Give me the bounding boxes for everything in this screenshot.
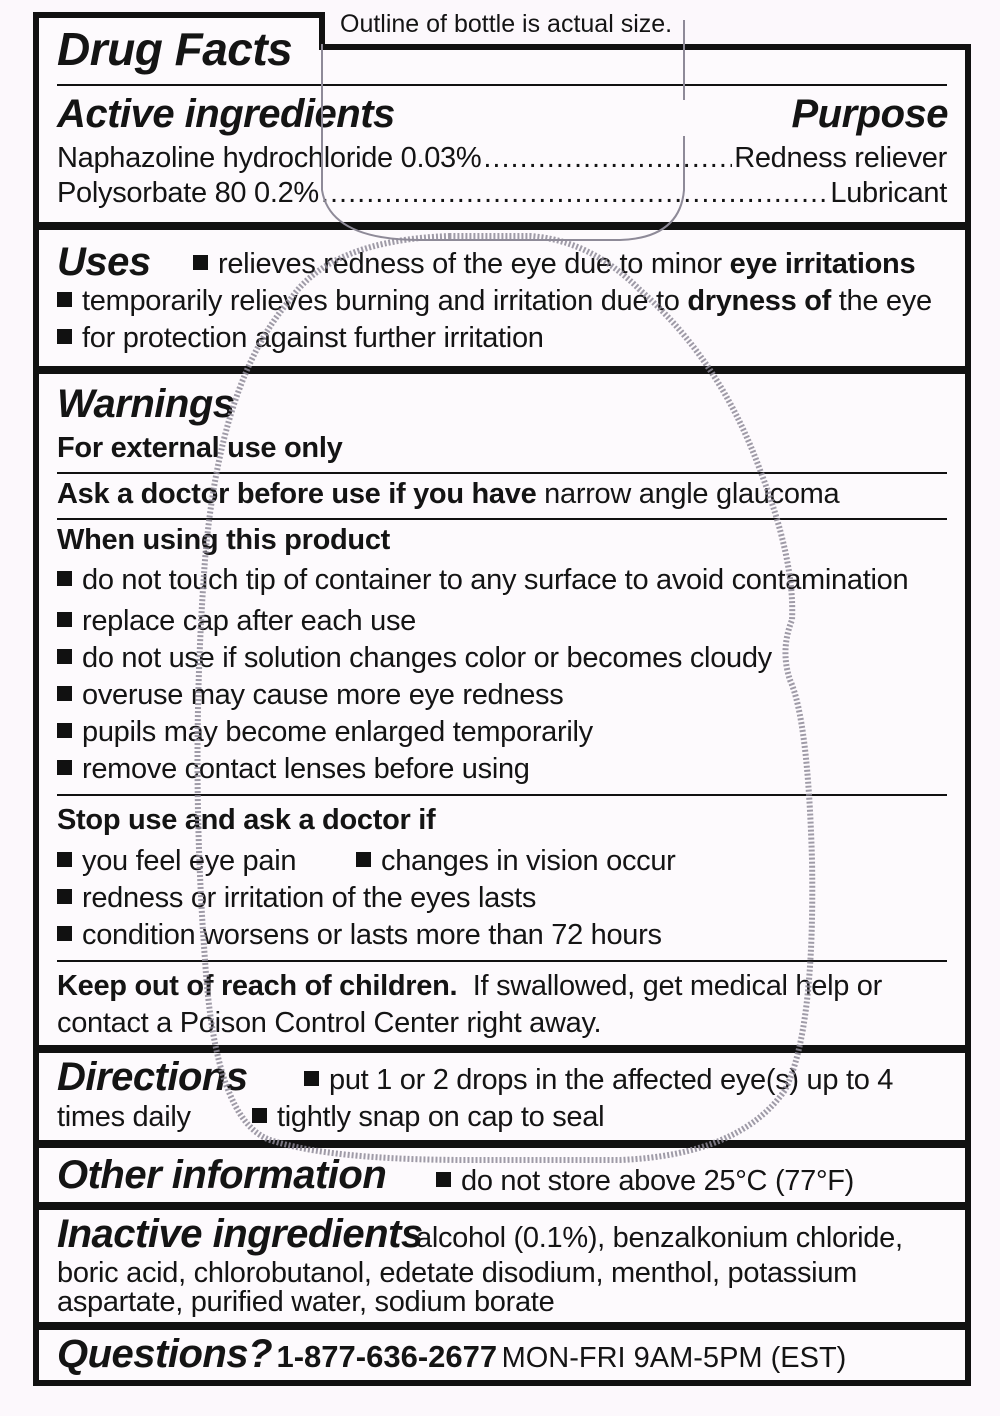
bullet-icon: [57, 612, 72, 627]
when-using-item: [57, 679, 563, 712]
active-row-2: [57, 177, 947, 210]
ask-doctor-bold: Ask a doctor before use if you have: [57, 478, 537, 510]
bullet-icon: [57, 760, 72, 775]
bullet-icon: [57, 649, 72, 664]
keep-out-line-2: contact a Poison Control Center right away.: [57, 1007, 602, 1039]
when-using-item: [57, 605, 416, 638]
stop-use-text: condition worsens or lasts more than 72 hours: [82, 919, 662, 951]
stop-use-text: changes in vision occur: [381, 845, 676, 877]
stop-use-heading: Stop use and ask a doctor if: [57, 804, 436, 836]
bullet-icon: [193, 255, 208, 270]
active-ingredients-heading: Active ingredients: [57, 92, 395, 136]
bullet-icon: [57, 686, 72, 701]
when-using-text: remove contact lenses before using: [82, 753, 530, 785]
bullet-icon: [57, 926, 72, 941]
uses-heading: Uses: [57, 240, 151, 284]
uses-item-bold: dryness of: [687, 285, 831, 317]
questions-hours: MON-FRI 9AM-5PM (EST): [501, 1342, 847, 1374]
when-using-heading: When using this product: [57, 524, 391, 556]
ingredient-purpose: Lubricant: [830, 177, 947, 209]
stop-use-item: [356, 845, 676, 878]
ingredient-purpose: Redness reliever: [734, 142, 947, 174]
ingredient-name: Polysorbate 80 0.2%: [57, 177, 319, 209]
purpose-heading: Purpose: [791, 92, 948, 136]
warnings-heading: Warnings: [57, 382, 235, 426]
stop-use-item: [57, 919, 662, 952]
when-using-text: replace cap after each use: [82, 605, 416, 637]
other-information-text: do not store above 25°C (77°F): [461, 1165, 855, 1197]
active-row-1: [57, 142, 947, 175]
inactive-ingredients-heading: Inactive ingredients: [57, 1212, 423, 1256]
bullet-icon: [436, 1172, 451, 1187]
bullet-icon: [57, 889, 72, 904]
when-using-item: [57, 642, 772, 675]
questions-heading: Questions?: [57, 1332, 273, 1376]
warnings-rule: [57, 518, 947, 520]
uses-item-3: [57, 322, 544, 355]
bullet-icon: [57, 723, 72, 738]
section-divider: [33, 1140, 971, 1148]
directions-item-2: [252, 1101, 604, 1134]
section-divider: [33, 1322, 971, 1330]
inactive-line-1: alcohol (0.1%), benzalkonium chloride,: [416, 1222, 903, 1254]
stop-use-text: you feel eye pain: [82, 845, 297, 877]
keep-out-text: If swallowed, get medical help or: [472, 970, 882, 1002]
bullet-icon: [57, 852, 72, 867]
keep-out-bold: Keep out of reach of children.: [57, 970, 458, 1002]
uses-item-1: [193, 248, 915, 281]
bullet-icon: [57, 571, 72, 586]
dot-leader: [321, 177, 828, 210]
bullet-icon: [304, 1071, 319, 1086]
stop-use-item: [57, 845, 296, 878]
drug-facts-title: Drug Facts: [57, 23, 293, 75]
directions-item-1-cont: times daily: [57, 1101, 191, 1133]
inactive-line-3: aspartate, purified water, sodium borate: [57, 1286, 555, 1318]
keep-out-line-1: [57, 970, 882, 1003]
uses-item-text: temporarily relieves burning and irritation due to: [82, 285, 688, 317]
outline-note: Outline of bottle is actual size.: [340, 10, 673, 38]
directions-text: tightly snap on cap to seal: [277, 1101, 605, 1133]
dot-leader: [483, 142, 732, 175]
questions-line: [57, 1332, 846, 1377]
when-using-item: [57, 753, 530, 786]
stop-use-text: redness or irritation of the eyes lasts: [82, 882, 537, 914]
section-divider: [33, 222, 971, 230]
bullet-icon: [252, 1108, 267, 1123]
when-using-text: do not use if solution changes color or becomes cloudy: [82, 642, 772, 674]
stop-use-item: [57, 882, 536, 915]
section-divider: [33, 1202, 971, 1210]
section-divider: [33, 366, 971, 374]
directions-item-1: [304, 1064, 893, 1097]
external-use-notice: For external use only: [57, 432, 343, 464]
uses-item-text: relieves redness of the eye due to minor: [218, 248, 730, 280]
directions-heading: Directions: [57, 1055, 248, 1099]
other-information-heading: Other information: [57, 1153, 387, 1197]
when-using-text: pupils may become enlarged temporarily: [82, 716, 593, 748]
when-using-item: [57, 564, 908, 597]
ingredient-name: Naphazoline hydrochloride 0.03%: [57, 142, 482, 174]
bullet-icon: [57, 292, 72, 307]
warnings-rule: [57, 472, 947, 474]
section-divider: [33, 1045, 971, 1053]
when-using-item: [57, 716, 593, 749]
directions-text: put 1 or 2 drops in the affected eye(s) up to 4: [329, 1064, 894, 1096]
when-using-text: do not touch tip of container to any surface to avoid contamination: [82, 564, 909, 596]
bullet-icon: [356, 852, 371, 867]
other-information-item: [436, 1165, 854, 1198]
uses-item-text: for protection against further irritation: [82, 322, 544, 354]
ask-doctor-line: [57, 478, 839, 511]
warnings-rule: [57, 960, 947, 962]
title-rule: [57, 84, 947, 86]
when-using-text: overuse may cause more eye redness: [82, 679, 564, 711]
warnings-rule: [57, 794, 947, 796]
uses-item-bold: eye irritations: [729, 248, 916, 280]
bullet-icon: [57, 329, 72, 344]
ask-doctor-text: narrow angle glaucoma: [536, 478, 840, 510]
inactive-line-2: boric acid, chlorobutanol, edetate disodium, menthol, potassium: [57, 1257, 858, 1289]
uses-item-text: the eye: [830, 285, 932, 317]
uses-item-2: [57, 285, 932, 318]
questions-phone: 1-877-636-2677: [276, 1339, 498, 1374]
